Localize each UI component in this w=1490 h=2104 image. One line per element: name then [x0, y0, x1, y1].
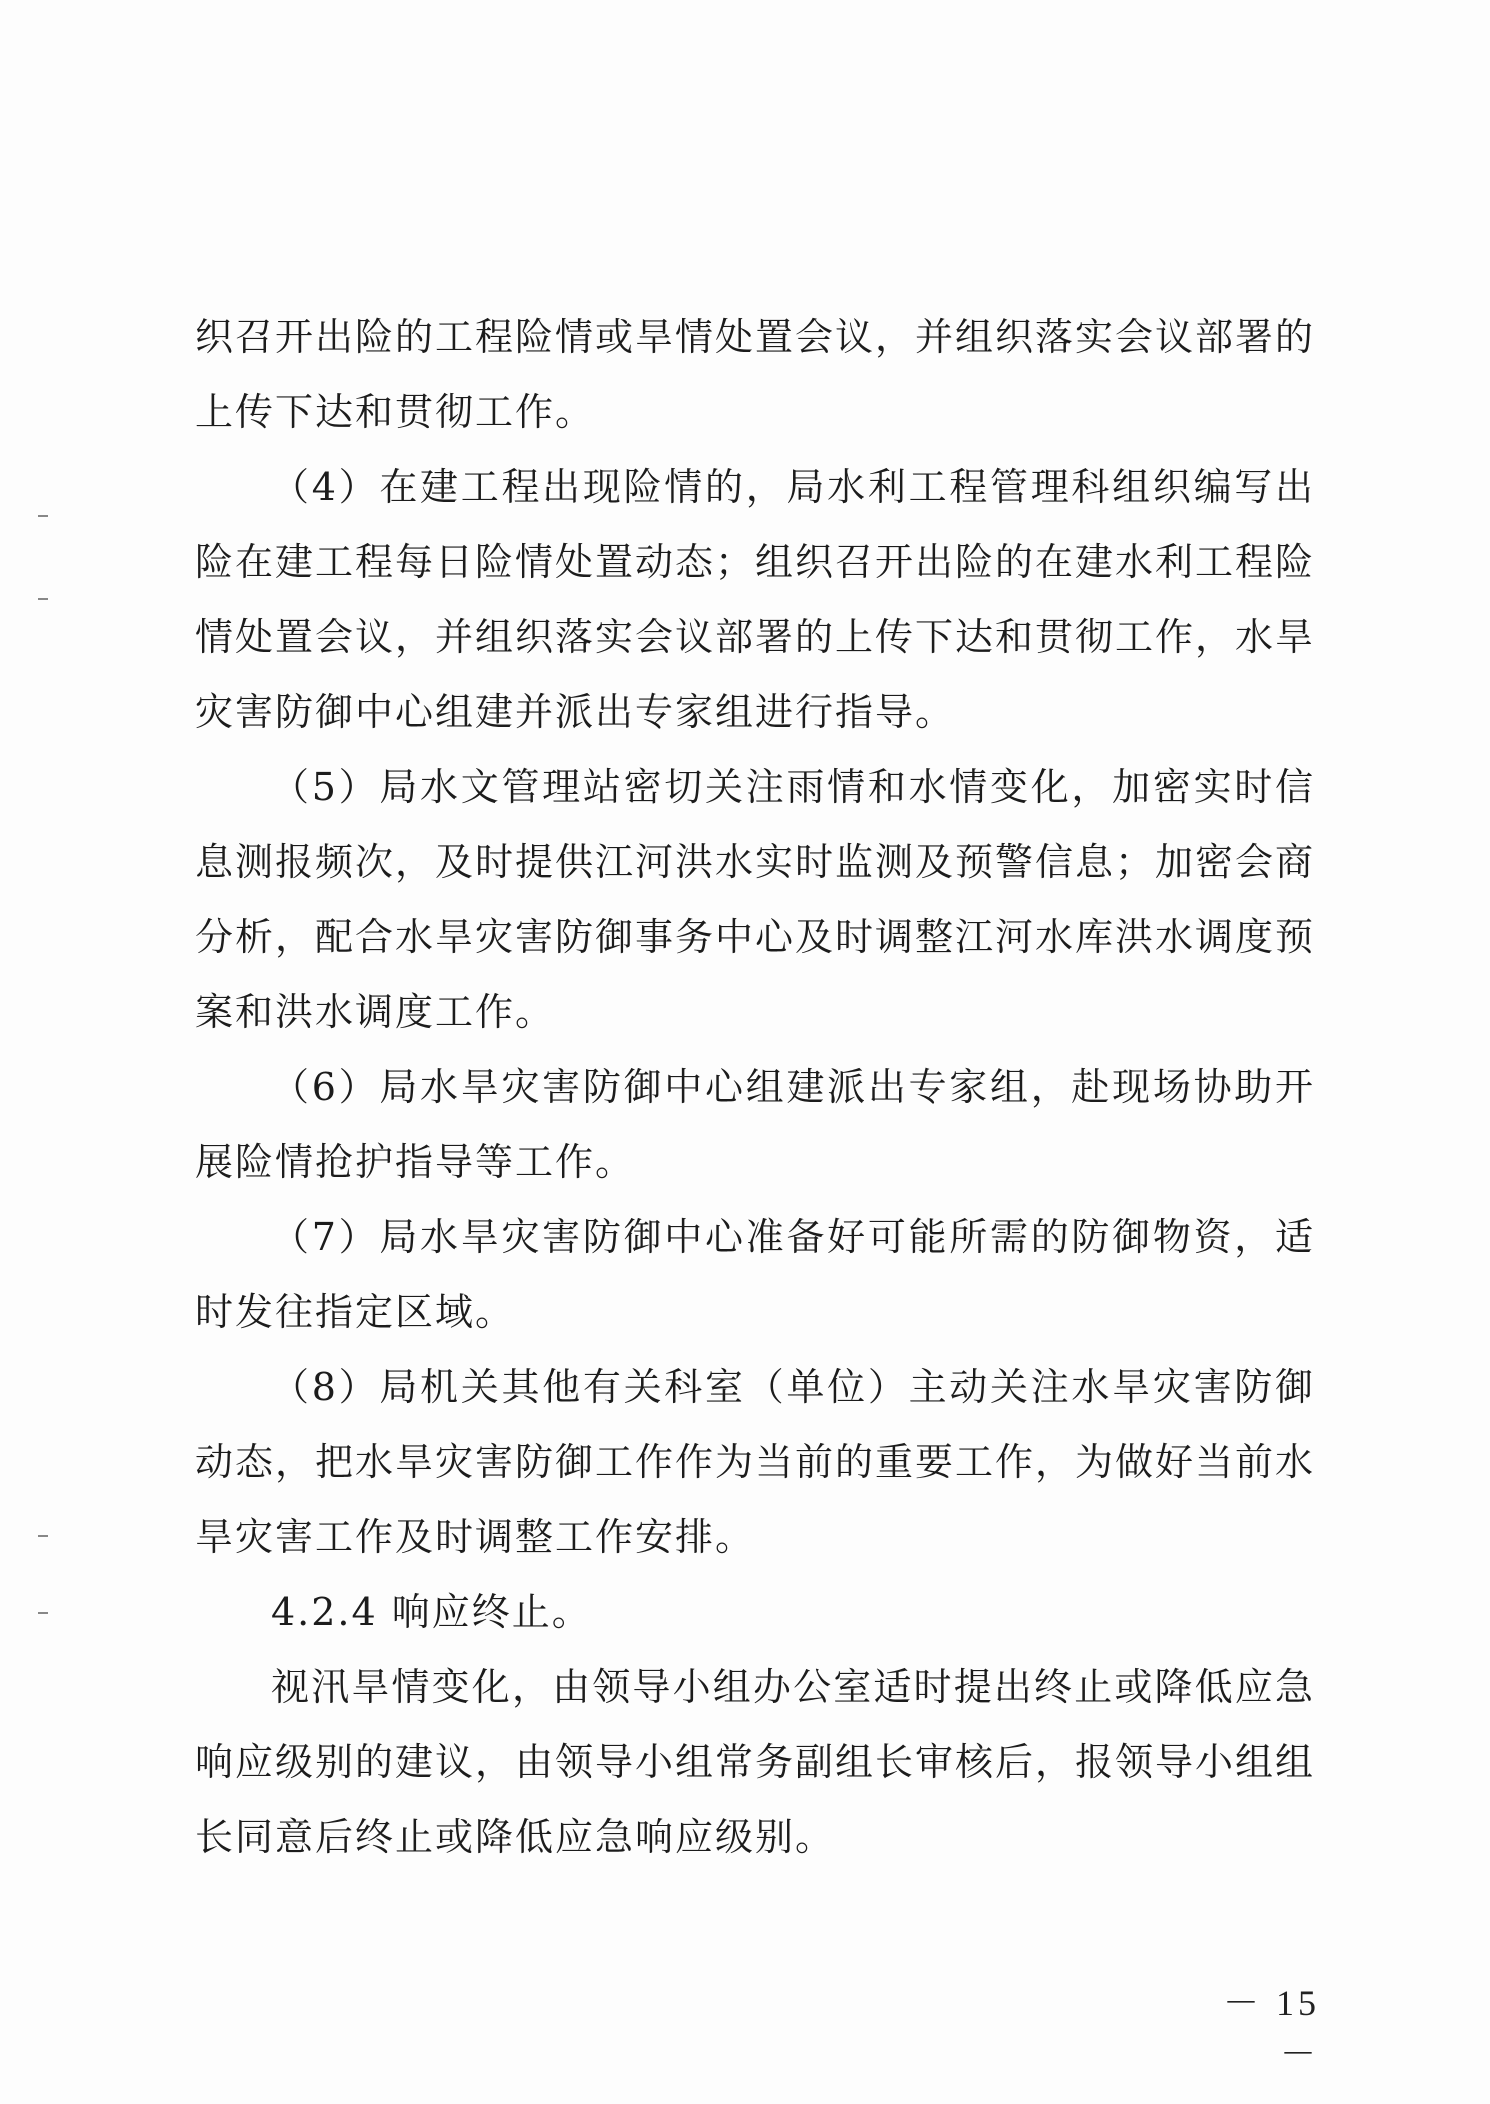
paragraph-item-7: （7）局水旱灾害防御中心准备好可能所需的防御物资，适时发往指定区域。 — [195, 1215, 1315, 1334]
scan-margin-mark — [38, 598, 48, 600]
paragraph-continuation: 织召开出险的工程险情或旱情处置会议，并组织落实会议部署的上传下达和贯彻工作。 — [195, 315, 1316, 434]
paragraph-item-4: （4）在建工程出现险情的，局水利工程管理科组织编写出险在建工程每日险情处置动态；组织召开出险的在建水利工程险情处置会议，并组织落实会议部署的上传下达和贯彻工作，水旱灾害防御中心组建并派出专家组进行指导。 — [195, 465, 1316, 734]
scan-margin-mark — [38, 1612, 48, 1614]
paragraph-item-5: （5）局水文管理站密切关注雨情和水情变化，加密实时信息测报频次，及时提供江河洪水实时监测及预警信息；加密会商分析，配合水旱灾害防御事务中心及时调整江河水库洪水调度预案和洪水调度工作。 — [195, 765, 1316, 1034]
scan-margin-mark — [38, 515, 48, 517]
document-body — [195, 300, 1315, 1875]
section-heading-4-2-4: 4.2.4 响应终止。 — [271, 1590, 592, 1634]
paragraph-item-6: （6）局水旱灾害防御中心组建派出专家组，赴现场协助开展险情抢护指导等工作。 — [195, 1065, 1315, 1184]
paragraph-item-8: （8）局机关其他有关科室（单位）主动关注水旱灾害防御动态，把水旱灾害防御工作作为当前的重要工作，为做好当前水旱灾害工作及时调整工作安排。 — [195, 1365, 1316, 1559]
paragraph-response-termination: 视汛旱情变化，由领导小组办公室适时提出终止或降低应急响应级别的建议，由领导小组常务副组长审核后，报领导小组组长同意后终止或降低应急响应级别。 — [195, 1665, 1316, 1859]
page-number: － 15 － — [1222, 1983, 1320, 2074]
scan-margin-mark — [38, 1535, 48, 1537]
